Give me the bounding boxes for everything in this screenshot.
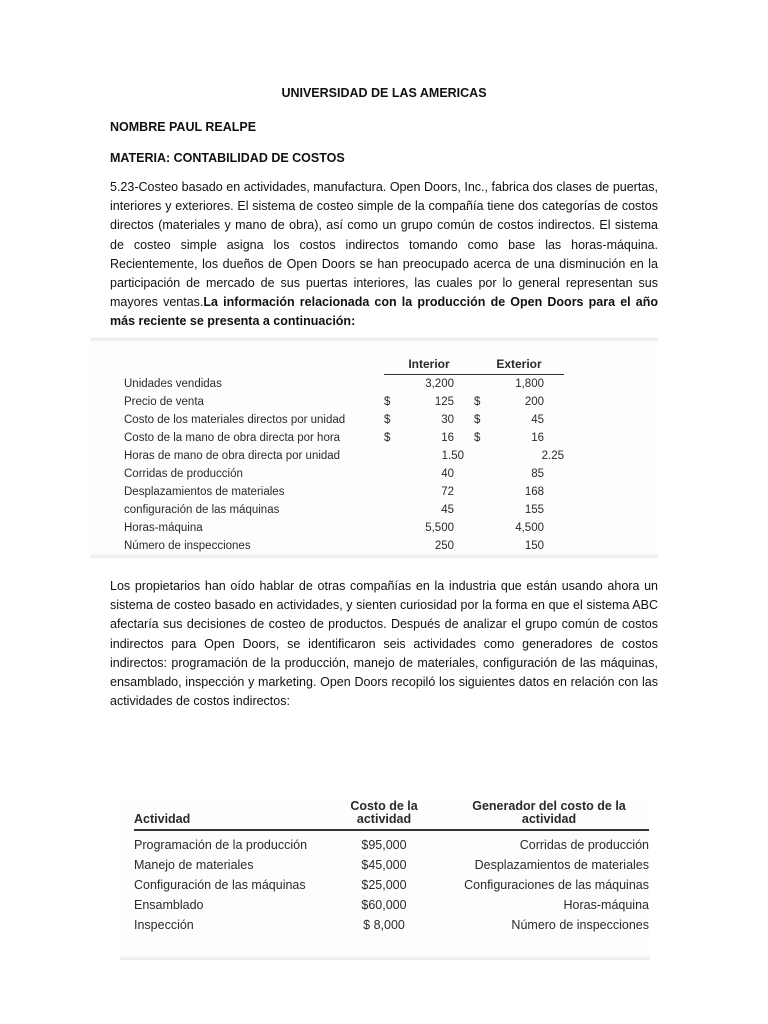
table-row: Costo de la mano de obra directa por hora $ 16 $ 16 — [124, 429, 564, 447]
header-cost-driver: Generador del costo de la actividad — [429, 800, 649, 830]
interior-value: 125 — [434, 396, 454, 408]
row-label: configuración de las máquinas — [124, 504, 280, 516]
interior-value: 40 — [441, 468, 454, 480]
activity-cost: $ 8,000 — [363, 918, 405, 932]
scan-edge — [120, 955, 650, 960]
table-row: Costo de los materiales directos por unidad $ 30 $ 45 — [124, 411, 564, 429]
row-label: Precio de venta — [124, 396, 204, 408]
cost-driver: Desplazamientos de materiales — [474, 858, 649, 872]
interior-value: 72 — [441, 486, 454, 498]
table-row — [124, 375, 564, 394]
table-header-row — [124, 354, 564, 375]
row-label: Costo de los materiales directos por unidad — [124, 414, 346, 426]
problem-intro-text: 5.23-Costeo basado en actividades, manufactura. Open Doors, Inc., fabrica dos clases de puertas, interiores y exteriores. El sistema de costeo simple de la compañía tiene dos categorías de costos directos (materiales y mano de obra), así como un grupo común de costos indirectos. El sistema de costeo simple asigna los costos indirectos tomando como base las horas-máquina. Recientemente, los dueños de Open Doors se han preocupado acerca de una disminución en la participación de mercado de sus puertas interiores, las cuales por lo general representan sus mayores ventas. — [110, 180, 658, 310]
table-row — [124, 447, 564, 465]
cost-driver: Número de inspecciones — [511, 918, 649, 932]
exterior-value: 4,500 — [515, 522, 544, 534]
production-data-table — [124, 354, 564, 555]
activity-name: Inspección — [134, 918, 194, 932]
table-row: Precio de venta $ 125 $ 200 — [124, 393, 564, 411]
activity-cost: $45,000 — [361, 858, 407, 872]
subject-line: MATERIA: CONTABILIDAD DE COSTOS — [110, 151, 345, 165]
exterior-value: 45 — [531, 414, 544, 426]
interior-value: 45 — [441, 504, 454, 516]
scan-edge — [90, 552, 658, 558]
header-activity-cost: Costo de la actividad — [339, 800, 429, 830]
table-row — [134, 830, 649, 855]
exterior-value: 200 — [524, 396, 544, 408]
activity-cost-table — [134, 800, 649, 935]
university-title: UNIVERSIDAD DE LAS AMERICAS — [281, 86, 487, 100]
cost-driver: Corridas de producción — [519, 838, 649, 852]
row-label: Unidades vendidas — [124, 377, 222, 390]
student-name: NOMBRE PAUL REALPE — [110, 120, 257, 134]
interior-value: 30 — [441, 414, 454, 426]
activity-cost: $95,000 — [361, 838, 407, 852]
interior-value: 1.50 — [441, 450, 464, 462]
table-row — [134, 915, 649, 935]
interior-value: 250 — [434, 540, 454, 552]
exterior-value: 155 — [524, 504, 544, 516]
activity-name: Ensamblado — [134, 898, 204, 912]
interior-value: 5,500 — [425, 522, 454, 534]
row-label: Corridas de producción — [124, 468, 243, 480]
row-label: Desplazamientos de materiales — [124, 486, 285, 498]
table-row — [124, 483, 564, 501]
exterior-value: 2.25 — [541, 450, 564, 462]
table-header-row — [134, 800, 649, 830]
header-activity: Actividad — [134, 800, 339, 830]
cost-driver: Configuraciones de las máquinas — [464, 878, 649, 892]
row-label: Horas de mano de obra directa por unidad — [124, 450, 341, 462]
cost-driver: Horas-máquina — [563, 898, 649, 912]
row-label: Horas-máquina — [124, 522, 203, 534]
header-interior: Interior — [384, 354, 474, 375]
exterior-value: 85 — [531, 468, 544, 480]
activity-cost: $60,000 — [361, 898, 407, 912]
table-row — [134, 895, 649, 915]
exterior-value: 16 — [531, 432, 544, 444]
table-row — [124, 519, 564, 537]
activity-name: Programación de la producción — [134, 838, 308, 852]
followup-paragraph: Los propietarios han oído hablar de otras compañías en la industria que están usando ahora un sistema de costeo basado en actividades, y sienten curiosidad por la forma en que el sistema ABC afectaría sus decisiones de costeo de productos. Después de analizar el grupo común de costos indirectos para Open Doors, se identificaron seis actividades como generadores de costos indirectos: programación de la producción, manejo de materiales, configuración de las máquinas, ensamblado, inspección y marketing. Open Doors recopiló los siguientes datos en relación con las actividades de costos indirectos: — [110, 579, 658, 709]
activity-cost-scan — [120, 798, 650, 960]
interior-value: 16 — [441, 432, 454, 444]
production-data-scan — [90, 338, 658, 558]
interior-value: 3,200 — [425, 378, 454, 390]
exterior-value: 150 — [524, 540, 544, 552]
row-label: Número de inspecciones — [124, 540, 251, 552]
activity-name: Manejo de materiales — [134, 858, 254, 872]
table-row — [134, 875, 649, 895]
table-row — [124, 501, 564, 519]
header-exterior: Exterior — [474, 354, 564, 375]
scan-edge — [90, 338, 658, 342]
exterior-value: 168 — [524, 486, 544, 498]
problem-intro-paragraph — [110, 178, 658, 332]
table-row — [124, 465, 564, 483]
activity-cost: $25,000 — [361, 878, 407, 892]
row-label: Costo de la mano de obra directa por hora — [124, 432, 341, 444]
exterior-value: 1,800 — [515, 378, 544, 390]
activity-name: Configuración de las máquinas — [134, 878, 306, 892]
table-row — [134, 855, 649, 875]
problem-intro-bold-text: La información relacionada con la producción de Open Doors para el año más reciente se presenta a continuación: — [110, 295, 658, 329]
